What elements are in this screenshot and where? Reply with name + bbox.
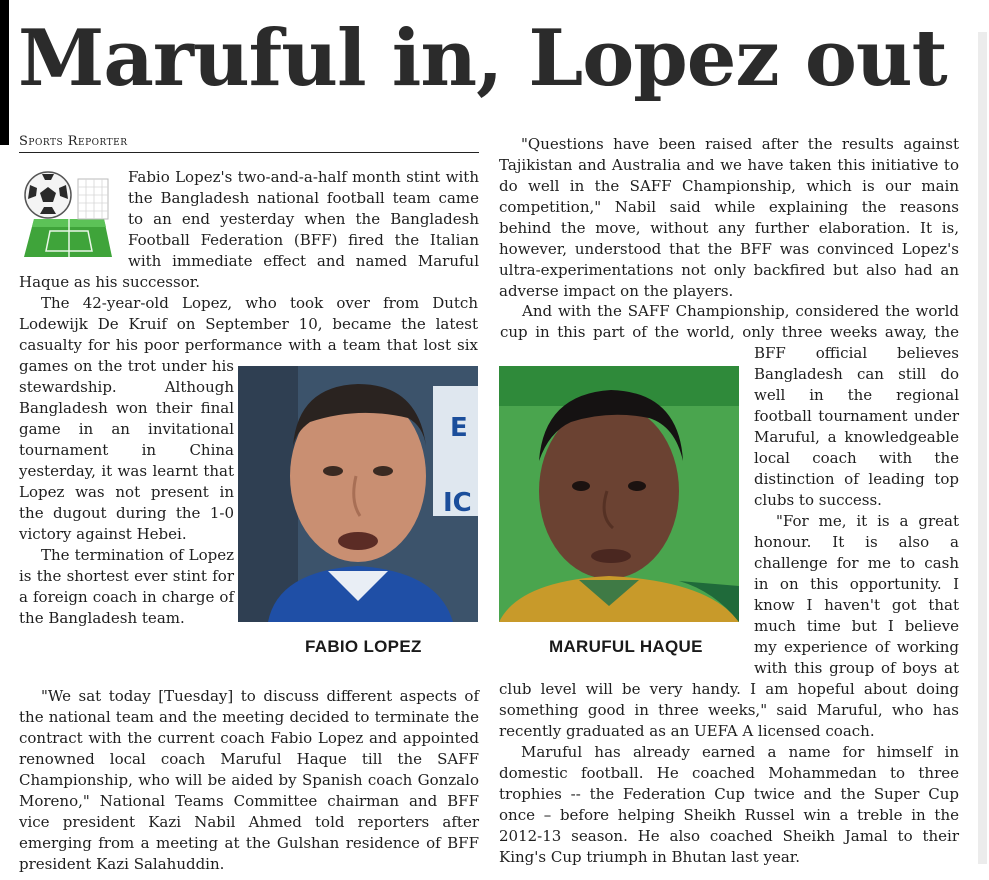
caption-fabio-lopez: FABIO LOPEZ [305, 637, 422, 656]
caption-maruful-haque: MARUFUL HAQUE [549, 637, 703, 656]
paragraph-saff-outlook: And with the SAFF Championship, considered the world cup in this part of the world, only three weeks away, the BFF official believes Bangladesh can still do well in the regional football tournament under Maruful, a knowledgeable local coach with the distinction of leading top clubs to success. "For me, it is a great honour. It is also a challenge for me to cash in on this opportunity. I know I haven't got that much time but I believe my experience of working with this group of boys at club level will be very handy. I am hopeful about doing something good in three weeks," said Maruful, who has recently graduated as an UEFA A licensed coach. [499, 302, 959, 740]
paragraph-intro-wrapped: Fabio Lopez's two-and-a-half month stint with the Bangladesh national football team came to an end yesterday when the Bangladesh Football Federation (BFF) fired the Italian with immediate effect and named Maruful Haque as his successor. [19, 168, 479, 291]
headline: Maruful in, Lopez out [18, 13, 947, 104]
maruful-haque-photo [499, 366, 739, 622]
svg-text:IC: IC [443, 488, 472, 518]
paragraph-nabil-quote: "We sat today [Tuesday] to discuss different aspects of the national team and the meeting decided to terminate the contract with the current coach Fabio Lopez and appointed renowned local coach Maruful Haque till the SAFF Championship, who will be aided by Spanish coach Gonzalo Moreno," National Teams Committee chairman and BFF vice president Kazi Nabil Ahmed told reporters after emerging from a meeting at the Gulshan residence of BFF president Kazi Salahuddin. [19, 687, 479, 873]
text-wrap-spacer [478, 293, 479, 356]
paragraph-maruful-quote: "For me, it is a great honour. It is also a challenge for me to cash in on this opportunity. I know I haven't got that much time but I believe my experience of working with this group of boys at club level will be very handy. I am hopeful about doing something good in three weeks," said Maruful, who has recently graduated as an UEFA A licensed coach. [499, 512, 959, 740]
text-wrap-spacer [234, 356, 479, 686]
byline: Sports Reporter [19, 134, 479, 153]
svg-text:E: E [450, 413, 468, 443]
paragraph-lopez-history: The 42-year-old Lopez, who took over from Dutch Lodewijk De Kruif on September 10, became the latest casualty for his poor performance with a team that lost six games on the trot under his stewardship. Although Bangladesh won their final game in an invitational tournament in China yesterday, it was learnt that Lopez was not present in the dugout during the 1-0 victory against Hebei. The termination of Lopez is the shortest ever stint for a foreign coach in charge of the Bangladesh team. [19, 293, 479, 686]
paragraph-termination: The termination of Lopez is the shortest ever stint for a foreign coach in charge of the Bangladesh team. [19, 546, 234, 627]
paragraph-maruful-record: Maruful has already earned a name for himself in domestic football. He coached Mohammedan to three trophies -- the Federation Cup twice and the Super Cup once – before helping Sheikh Russel win a treble in the 2012-13 season. He also coached Sheikh Jamal to their King's Cup triumph in Bhutan last year. [499, 743, 959, 866]
paragraph-questions-raised: "Questions have been raised after the results against Tajikistan and Australia and we have taken this initiative to do well in the SAFF Championship, which is our main competition," Nabil said while explaining the reasons behind the move, without any further elaboration. It is, however, understood that the BFF was convinced Lopez's ultra-experimentations not only backfired but also had an adverse impact on the players. [499, 135, 959, 300]
page-edge-rule [978, 32, 987, 864]
column-marker-bar [0, 0, 9, 145]
text-wrap-spacer [19, 167, 128, 272]
